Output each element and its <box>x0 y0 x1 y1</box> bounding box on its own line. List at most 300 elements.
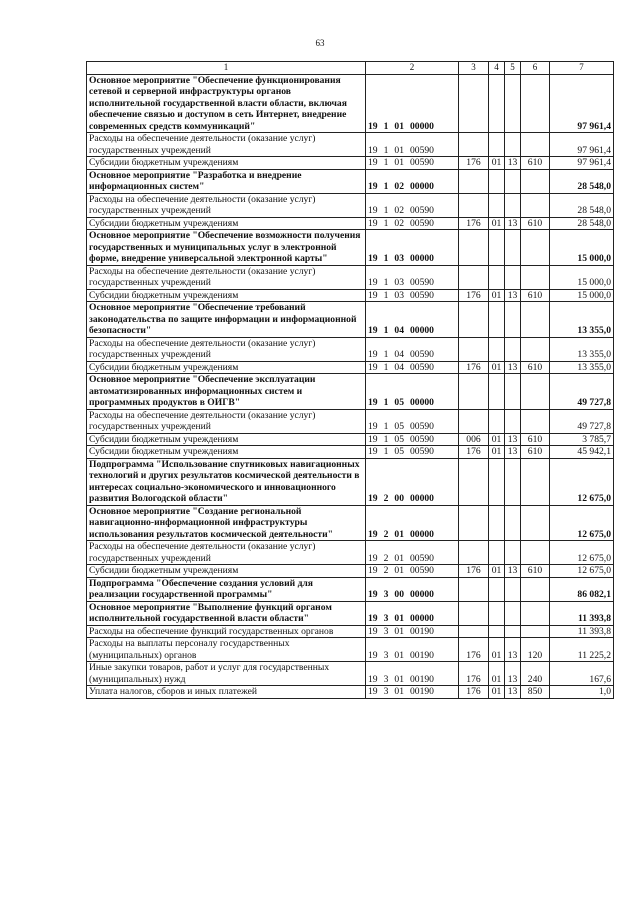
table-row <box>87 193 614 217</box>
row-col3 <box>459 302 489 338</box>
code-program: 19 <box>368 217 378 229</box>
row-col5 <box>505 265 521 289</box>
table-row <box>87 230 614 266</box>
code-program: 19 <box>368 144 378 156</box>
row-col5: 13 <box>505 157 521 170</box>
header-cell-code: 2 <box>366 62 459 75</box>
row-name: Основное мероприятие "Выполнение функций органом исполнительной государственной власти области" <box>87 601 366 625</box>
row-code <box>366 193 459 217</box>
code-direction: 00190 <box>409 625 434 637</box>
row-name: Субсидии бюджетным учреждениям <box>87 565 366 578</box>
row-amount: 15 000,0 <box>550 265 614 289</box>
code-program: 19 <box>368 205 378 216</box>
row-amount: 11 225,2 <box>550 638 614 662</box>
row-name: Основное мероприятие "Обеспечение функционирования сетевой и серверной инфраструктуры органов исполнительной государственной власти области, включая обеспечение связью и доступом в сеть Интернет, внедрение современных средств коммуникаций" <box>87 74 366 133</box>
code-subprogram: 2 <box>383 565 389 576</box>
row-amount: 1,0 <box>550 686 614 699</box>
row-name: Расходы на обеспечение деятельности (оказание услуг) государственных учреждений <box>87 541 366 565</box>
row-col5: 13 <box>505 686 521 699</box>
row-col5 <box>505 541 521 565</box>
code-program: 19 <box>368 277 378 288</box>
code-direction: 00590 <box>409 289 434 301</box>
table-row <box>87 409 614 433</box>
row-name: Субсидии бюджетным учреждениям <box>87 157 366 170</box>
row-col6: 610 <box>521 217 550 230</box>
row-col4: 01 <box>489 662 505 686</box>
code-program: 19 <box>368 565 378 576</box>
row-name: Субсидии бюджетным учреждениям <box>87 361 366 374</box>
code-subprogram: 3 <box>383 686 389 697</box>
row-col5 <box>505 458 521 505</box>
code-subprogram: 1 <box>383 397 389 408</box>
row-col6: 610 <box>521 157 550 170</box>
row-code <box>366 638 459 662</box>
code-program: 19 <box>368 361 378 373</box>
row-col6: 240 <box>521 662 550 686</box>
table-row <box>87 625 614 638</box>
code-direction: 00590 <box>409 433 434 445</box>
row-col3: 176 <box>459 289 489 302</box>
header-cell-col4: 4 <box>489 62 505 75</box>
code-event: 04 <box>394 325 404 336</box>
row-amount: 12 675,0 <box>550 458 614 505</box>
row-col6 <box>521 374 550 410</box>
row-amount: 86 082,1 <box>550 577 614 601</box>
row-col3: 176 <box>459 686 489 699</box>
row-col5 <box>505 133 521 157</box>
row-col4 <box>489 169 505 193</box>
row-name: Субсидии бюджетным учреждениям <box>87 289 366 302</box>
table-row <box>87 601 614 625</box>
code-direction: 00590 <box>409 349 434 360</box>
row-name: Основное мероприятие "Создание региональной навигационно-информационной инфраструктуры использования результатов космической деятельности" <box>87 505 366 541</box>
row-code <box>366 541 459 565</box>
row-name: Подпрограмма "Использование спутниковых навигационных технологий и других результатов космической деятельности в интересах социально-экономического и инновационного развития Вологодской области" <box>87 458 366 505</box>
table-row <box>87 217 614 230</box>
code-event: 03 <box>394 277 404 288</box>
row-col4 <box>489 133 505 157</box>
header-cell-col5: 5 <box>505 62 521 75</box>
row-name: Основное мероприятие "Обеспечение эксплуатации автоматизированных информационных систем и программных продуктов в ОИГВ" <box>87 374 366 410</box>
row-code <box>366 265 459 289</box>
code-subprogram: 2 <box>383 528 389 540</box>
row-col6: 610 <box>521 446 550 459</box>
row-amount: 3 785,7 <box>550 433 614 446</box>
code-event: 05 <box>394 397 404 408</box>
code-program: 19 <box>368 325 378 336</box>
table-row <box>87 169 614 193</box>
row-col4: 01 <box>489 565 505 578</box>
code-direction: 00590 <box>409 552 434 564</box>
row-col6 <box>521 337 550 361</box>
code-event: 01 <box>394 120 404 132</box>
code-event: 02 <box>394 205 404 216</box>
row-name: Иные закупки товаров, работ и услуг для государственных (муниципальных) нужд <box>87 662 366 686</box>
row-col4 <box>489 601 505 625</box>
table-row <box>87 446 614 459</box>
code-program: 19 <box>368 493 378 504</box>
code-subprogram: 1 <box>383 421 389 432</box>
table-row <box>87 289 614 302</box>
row-amount: 12 675,0 <box>550 541 614 565</box>
row-code <box>366 289 459 302</box>
row-col4 <box>489 625 505 638</box>
code-program: 19 <box>368 349 378 360</box>
row-col3: 006 <box>459 433 489 446</box>
code-subprogram: 3 <box>383 673 389 685</box>
code-event: 01 <box>394 157 404 168</box>
row-name: Расходы на выплаты персоналу государственных (муниципальных) органов <box>87 638 366 662</box>
code-event: 03 <box>394 253 404 264</box>
row-amount: 97 961,4 <box>550 133 614 157</box>
row-code <box>366 577 459 601</box>
code-subprogram: 1 <box>383 446 389 457</box>
code-direction: 00190 <box>409 686 434 697</box>
code-event: 01 <box>394 613 404 624</box>
row-col3: 176 <box>459 662 489 686</box>
row-code <box>366 446 459 459</box>
table-row <box>87 361 614 374</box>
code-event: 04 <box>394 361 404 373</box>
code-program: 19 <box>368 253 378 264</box>
code-direction: 00590 <box>409 565 434 576</box>
row-col3 <box>459 577 489 601</box>
row-col6 <box>521 625 550 638</box>
row-col3 <box>459 458 489 505</box>
code-direction: 00000 <box>409 528 434 540</box>
budget-table <box>86 61 614 699</box>
row-col3 <box>459 265 489 289</box>
row-amount: 13 355,0 <box>550 302 614 338</box>
row-col5 <box>505 601 521 625</box>
code-subprogram: 2 <box>383 493 389 504</box>
code-event: 01 <box>394 625 404 637</box>
row-col3 <box>459 193 489 217</box>
row-name: Расходы на обеспечение деятельности (оказание услуг) государственных учреждений <box>87 265 366 289</box>
table-row <box>87 302 614 338</box>
row-col6 <box>521 265 550 289</box>
row-code <box>366 505 459 541</box>
row-name: Расходы на обеспечение деятельности (оказание услуг) государственных учреждений <box>87 337 366 361</box>
row-col5 <box>505 374 521 410</box>
table-row <box>87 458 614 505</box>
row-col4: 01 <box>489 157 505 170</box>
row-col4 <box>489 193 505 217</box>
code-program: 19 <box>368 528 378 540</box>
code-direction: 00590 <box>409 144 434 156</box>
code-subprogram: 1 <box>383 361 389 373</box>
code-event: 01 <box>394 144 404 156</box>
table-row <box>87 662 614 686</box>
row-col5 <box>505 625 521 638</box>
row-col3 <box>459 541 489 565</box>
row-name: Расходы на обеспечение функций государственных органов <box>87 625 366 638</box>
code-event: 01 <box>394 649 404 661</box>
code-event: 00 <box>394 493 404 504</box>
code-program: 19 <box>368 613 378 624</box>
row-amount: 13 355,0 <box>550 361 614 374</box>
row-col6: 610 <box>521 289 550 302</box>
row-amount: 13 355,0 <box>550 337 614 361</box>
table-row <box>87 565 614 578</box>
code-direction: 00000 <box>409 613 434 624</box>
code-direction: 00590 <box>409 446 434 457</box>
code-subprogram: 3 <box>383 613 389 624</box>
row-col3 <box>459 625 489 638</box>
row-col5: 13 <box>505 446 521 459</box>
header-cell-col3: 3 <box>459 62 489 75</box>
code-subprogram: 1 <box>383 217 389 229</box>
row-col4 <box>489 265 505 289</box>
code-direction: 00590 <box>409 361 434 373</box>
row-name: Субсидии бюджетным учреждениям <box>87 217 366 230</box>
row-code <box>366 458 459 505</box>
row-name: Уплата налогов, сборов и иных платежей <box>87 686 366 699</box>
row-name: Расходы на обеспечение деятельности (оказание услуг) государственных учреждений <box>87 133 366 157</box>
code-event: 04 <box>394 349 404 360</box>
row-amount: 28 548,0 <box>550 169 614 193</box>
code-subprogram: 1 <box>383 433 389 445</box>
code-direction: 00590 <box>409 277 434 288</box>
code-event: 05 <box>394 446 404 457</box>
code-subprogram: 1 <box>383 205 389 216</box>
header-cell-name: 1 <box>87 62 366 75</box>
row-col3 <box>459 374 489 410</box>
row-col3: 176 <box>459 638 489 662</box>
table-row <box>87 337 614 361</box>
row-col6 <box>521 541 550 565</box>
code-program: 19 <box>368 181 378 192</box>
row-code <box>366 361 459 374</box>
row-col4 <box>489 458 505 505</box>
row-amount: 11 393,8 <box>550 601 614 625</box>
row-col4 <box>489 374 505 410</box>
row-col4 <box>489 541 505 565</box>
code-event: 00 <box>394 589 404 600</box>
row-col3 <box>459 74 489 133</box>
row-col5 <box>505 409 521 433</box>
row-col6: 610 <box>521 361 550 374</box>
code-event: 01 <box>394 565 404 576</box>
row-code <box>366 662 459 686</box>
row-amount: 97 961,4 <box>550 157 614 170</box>
table-row <box>87 74 614 133</box>
header-cell-amount: 7 <box>550 62 614 75</box>
row-amount: 28 548,0 <box>550 193 614 217</box>
row-amount: 49 727,8 <box>550 409 614 433</box>
code-program: 19 <box>368 649 378 661</box>
row-col5 <box>505 193 521 217</box>
row-code <box>366 625 459 638</box>
code-subprogram: 1 <box>383 120 389 132</box>
row-col3 <box>459 337 489 361</box>
code-program: 19 <box>368 397 378 408</box>
table-row <box>87 505 614 541</box>
code-subprogram: 3 <box>383 649 389 661</box>
row-col6: 610 <box>521 433 550 446</box>
table-row <box>87 638 614 662</box>
row-amount: 49 727,8 <box>550 374 614 410</box>
row-code <box>366 230 459 266</box>
row-amount: 12 675,0 <box>550 565 614 578</box>
code-direction: 00000 <box>409 181 434 192</box>
code-program: 19 <box>368 686 378 697</box>
row-amount: 28 548,0 <box>550 217 614 230</box>
row-col3: 176 <box>459 217 489 230</box>
row-code <box>366 157 459 170</box>
page-number: 63 <box>315 38 325 48</box>
row-code <box>366 133 459 157</box>
row-col6 <box>521 169 550 193</box>
code-direction: 00000 <box>409 397 434 408</box>
row-amount: 11 393,8 <box>550 625 614 638</box>
row-col5 <box>505 74 521 133</box>
code-program: 19 <box>368 625 378 637</box>
code-program: 19 <box>368 552 378 564</box>
row-col6 <box>521 577 550 601</box>
code-subprogram: 1 <box>383 144 389 156</box>
code-program: 19 <box>368 421 378 432</box>
row-col6 <box>521 133 550 157</box>
row-col5 <box>505 337 521 361</box>
table-row <box>87 686 614 699</box>
row-col4: 01 <box>489 361 505 374</box>
row-name: Расходы на обеспечение деятельности (оказание услуг) государственных учреждений <box>87 409 366 433</box>
code-event: 05 <box>394 433 404 445</box>
code-direction: 00190 <box>409 649 434 661</box>
row-code <box>366 433 459 446</box>
code-direction: 00000 <box>409 253 434 264</box>
row-name: Субсидии бюджетным учреждениям <box>87 433 366 446</box>
code-program: 19 <box>368 589 378 600</box>
code-subprogram: 2 <box>383 552 389 564</box>
row-col4 <box>489 337 505 361</box>
row-col3 <box>459 601 489 625</box>
row-col5 <box>505 505 521 541</box>
code-event: 01 <box>394 552 404 564</box>
code-subprogram: 1 <box>383 277 389 288</box>
row-code <box>366 217 459 230</box>
row-col4: 01 <box>489 289 505 302</box>
row-name: Основное мероприятие "Обеспечение возможности получения государственных и муниципальных услуг в электронной форме, внедрение универсальной электронной карты" <box>87 230 366 266</box>
code-subprogram: 1 <box>383 181 389 192</box>
code-program: 19 <box>368 673 378 685</box>
table-row <box>87 433 614 446</box>
row-col5 <box>505 302 521 338</box>
row-amount: 12 675,0 <box>550 505 614 541</box>
row-col5 <box>505 169 521 193</box>
table-row <box>87 157 614 170</box>
row-col4: 01 <box>489 686 505 699</box>
row-col4 <box>489 409 505 433</box>
code-event: 02 <box>394 217 404 229</box>
row-amount: 167,6 <box>550 662 614 686</box>
code-program: 19 <box>368 446 378 457</box>
row-col6 <box>521 505 550 541</box>
row-amount: 15 000,0 <box>550 230 614 266</box>
row-col5 <box>505 577 521 601</box>
row-col4 <box>489 230 505 266</box>
row-col3 <box>459 169 489 193</box>
row-code <box>366 601 459 625</box>
code-direction: 00000 <box>409 325 434 336</box>
row-col4: 01 <box>489 433 505 446</box>
code-direction: 00190 <box>409 673 434 685</box>
table-row <box>87 133 614 157</box>
code-event: 03 <box>394 289 404 301</box>
row-col5: 13 <box>505 289 521 302</box>
row-col3: 176 <box>459 157 489 170</box>
row-amount: 97 961,4 <box>550 74 614 133</box>
row-name: Подпрограмма "Обеспечение создания условий для реализации государственной программы" <box>87 577 366 601</box>
row-col5: 13 <box>505 361 521 374</box>
row-code <box>366 337 459 361</box>
row-col6 <box>521 74 550 133</box>
code-event: 05 <box>394 421 404 432</box>
row-amount: 45 942,1 <box>550 446 614 459</box>
row-col6 <box>521 302 550 338</box>
row-name: Основное мероприятие "Обеспечение требований законодательства по защите информации и информационной безопасности" <box>87 302 366 338</box>
code-event: 01 <box>394 528 404 540</box>
code-event: 02 <box>394 181 404 192</box>
row-col5 <box>505 230 521 266</box>
code-subprogram: 1 <box>383 253 389 264</box>
table-header-row <box>87 62 614 75</box>
row-code <box>366 409 459 433</box>
row-code <box>366 686 459 699</box>
row-code <box>366 565 459 578</box>
code-program: 19 <box>368 120 378 132</box>
row-col6: 850 <box>521 686 550 699</box>
row-col3: 176 <box>459 361 489 374</box>
row-col3 <box>459 230 489 266</box>
row-col5: 13 <box>505 565 521 578</box>
table-row <box>87 541 614 565</box>
table-row <box>87 374 614 410</box>
code-direction: 00590 <box>409 157 434 168</box>
row-col6: 610 <box>521 565 550 578</box>
code-program: 19 <box>368 157 378 168</box>
row-code <box>366 302 459 338</box>
row-col6 <box>521 458 550 505</box>
code-subprogram: 1 <box>383 157 389 168</box>
row-col4: 01 <box>489 446 505 459</box>
row-col6 <box>521 409 550 433</box>
row-col4 <box>489 302 505 338</box>
row-col6 <box>521 230 550 266</box>
row-col3 <box>459 133 489 157</box>
row-col3 <box>459 505 489 541</box>
code-subprogram: 3 <box>383 625 389 637</box>
row-name: Основное мероприятие "Разработка и внедрение информационных систем" <box>87 169 366 193</box>
code-direction: 00000 <box>409 589 434 600</box>
code-program: 19 <box>368 433 378 445</box>
row-col4 <box>489 505 505 541</box>
code-direction: 00590 <box>409 421 434 432</box>
table-row <box>87 577 614 601</box>
row-col4 <box>489 577 505 601</box>
code-direction: 00000 <box>409 120 434 132</box>
row-col3: 176 <box>459 446 489 459</box>
row-col6 <box>521 601 550 625</box>
code-subprogram: 1 <box>383 289 389 301</box>
row-col5: 13 <box>505 433 521 446</box>
row-col5: 13 <box>505 662 521 686</box>
row-col4: 01 <box>489 638 505 662</box>
row-code <box>366 74 459 133</box>
row-name: Расходы на обеспечение деятельности (оказание услуг) государственных учреждений <box>87 193 366 217</box>
row-name: Субсидии бюджетным учреждениям <box>87 446 366 459</box>
